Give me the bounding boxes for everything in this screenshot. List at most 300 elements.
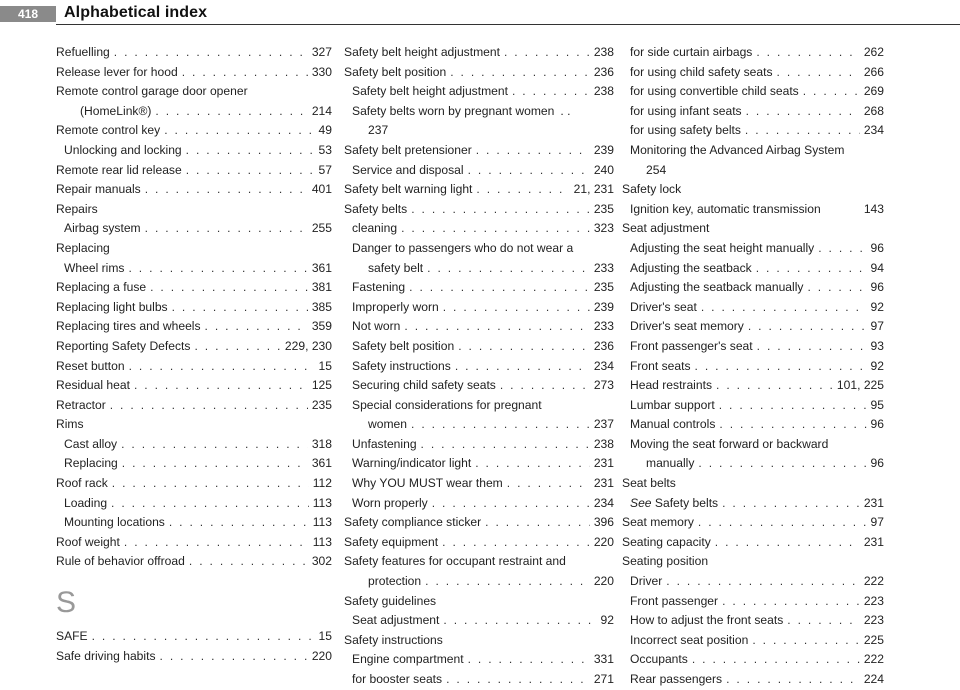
dot-leader bbox=[476, 141, 590, 161]
entry-page: 239 bbox=[593, 142, 614, 157]
dot-leader bbox=[155, 102, 307, 122]
page-header bbox=[0, 0, 960, 26]
entry-page: 235 bbox=[593, 280, 614, 295]
entry-page: 92 bbox=[600, 613, 614, 628]
index-entry bbox=[344, 141, 614, 161]
index-subentry-heading: Danger to passengers who do not wear a bbox=[352, 240, 574, 255]
index-subentry bbox=[622, 650, 884, 670]
entry-term: Not worn bbox=[352, 319, 401, 334]
index-subentry bbox=[344, 337, 614, 357]
entry-page: 234 bbox=[593, 358, 614, 373]
index-column-3 bbox=[622, 43, 884, 690]
entry-page: 254 bbox=[646, 162, 667, 177]
entry-page: 381 bbox=[311, 280, 332, 295]
index-entry bbox=[344, 63, 614, 83]
entry-page: 231 bbox=[863, 534, 884, 549]
index-subentry bbox=[56, 435, 332, 455]
dot-leader bbox=[401, 219, 590, 239]
entry-term: Front passenger's seat bbox=[630, 338, 753, 353]
dot-leader bbox=[421, 435, 590, 455]
index-entry bbox=[344, 43, 614, 63]
entry-term: Safety belt height adjustment bbox=[344, 45, 500, 59]
index-subentry bbox=[622, 415, 884, 435]
dot-leader bbox=[186, 161, 315, 181]
index-subentry bbox=[622, 298, 884, 318]
index-subentry-heading: Special considerations for pregnant bbox=[352, 397, 542, 412]
index-subentry bbox=[344, 278, 614, 298]
entry-term: for using convertible child seats bbox=[630, 84, 799, 99]
dot-leader bbox=[803, 82, 860, 102]
index-subentry bbox=[622, 259, 884, 279]
entry-page: 15 bbox=[318, 629, 332, 644]
entry-term: Adjusting the seat height manually bbox=[630, 240, 815, 255]
entry-page: 220 bbox=[593, 574, 614, 589]
index-entry bbox=[56, 298, 332, 318]
entry-page: 233 bbox=[593, 260, 614, 275]
index-entry bbox=[622, 533, 884, 553]
entry-term: Safety belt pretensioner bbox=[344, 142, 472, 157]
entry-term: Engine compartment bbox=[352, 652, 464, 667]
dot-leader bbox=[124, 533, 309, 553]
dot-leader bbox=[432, 494, 590, 514]
index-subentry bbox=[344, 259, 614, 279]
dot-leader bbox=[666, 572, 860, 592]
entry-term: Driver's seat memory bbox=[630, 319, 744, 334]
cross-reference: Safety belts bbox=[654, 495, 719, 510]
entry-page: 231 bbox=[593, 476, 614, 491]
index-subentry bbox=[344, 317, 614, 337]
index-entry bbox=[56, 121, 332, 141]
dot-leader bbox=[458, 337, 590, 357]
index-subentry bbox=[56, 141, 332, 161]
dot-leader bbox=[715, 533, 860, 553]
index-entry bbox=[56, 337, 332, 357]
entry-term: Front seats bbox=[630, 358, 691, 373]
index-subentry bbox=[622, 572, 884, 592]
entry-page: 231 bbox=[863, 495, 884, 510]
index-subentry bbox=[622, 631, 884, 651]
index-subentry bbox=[622, 592, 884, 612]
entry-page: 229, 230 bbox=[284, 338, 332, 353]
entry-term: Seating capacity bbox=[622, 534, 711, 549]
dot-leader bbox=[722, 494, 860, 514]
dot-leader bbox=[122, 454, 308, 474]
entry-term: Adjusting the seatback bbox=[630, 260, 752, 275]
dot-leader bbox=[443, 611, 596, 631]
dot-leader bbox=[427, 259, 590, 279]
index-entry-heading: Remote control garage door opener bbox=[56, 84, 248, 99]
dot-leader bbox=[110, 396, 308, 416]
entry-term: Reset button bbox=[56, 358, 125, 373]
dot-leader bbox=[752, 631, 860, 651]
entry-page: 143 bbox=[863, 201, 884, 216]
entry-page: 223 bbox=[863, 593, 884, 608]
entry-page: 112 bbox=[312, 476, 332, 491]
index-entry-heading: Seat belts bbox=[622, 476, 676, 491]
entry-term: Replacing tires and wheels bbox=[56, 319, 201, 334]
index-subentry bbox=[56, 513, 332, 533]
entry-term: Safety belts bbox=[344, 201, 408, 216]
dot-leader bbox=[443, 298, 590, 318]
dot-leader bbox=[164, 121, 314, 141]
dot-leader bbox=[129, 357, 315, 377]
index-entry-heading: Repairs bbox=[56, 201, 98, 216]
entry-term: Ignition key, automatic transmission bbox=[630, 201, 821, 216]
dot-leader bbox=[160, 647, 308, 667]
dot-leader bbox=[205, 317, 308, 337]
index-subentry bbox=[622, 357, 884, 377]
entry-page: 220 bbox=[311, 648, 332, 663]
index-entry bbox=[56, 627, 332, 647]
entry-page: 225 bbox=[863, 632, 884, 647]
dot-leader bbox=[134, 376, 308, 396]
entry-page: 97 bbox=[870, 319, 884, 334]
index-entry bbox=[56, 533, 332, 553]
entry-term: Unlocking and locking bbox=[64, 142, 182, 157]
dot-leader bbox=[455, 357, 590, 377]
index-subentry bbox=[344, 161, 614, 181]
entry-term: Incorrect seat position bbox=[630, 632, 749, 647]
dot-leader bbox=[114, 43, 308, 63]
entry-term: Lumbar support bbox=[630, 397, 715, 412]
index-entry bbox=[56, 63, 332, 83]
entry-page: 96 bbox=[870, 456, 884, 471]
dot-leader bbox=[716, 376, 833, 396]
entry-term: Replacing light bulbs bbox=[56, 299, 168, 314]
index-subentry bbox=[622, 494, 884, 514]
dot-leader bbox=[150, 278, 308, 298]
index-subentry-heading: Monitoring the Advanced Airbag System bbox=[630, 142, 845, 157]
dot-leader bbox=[807, 278, 866, 298]
entry-page: 271 bbox=[593, 672, 614, 686]
entry-page: 96 bbox=[870, 280, 884, 295]
entry-term: Seat memory bbox=[622, 515, 694, 530]
entry-page: 233 bbox=[593, 319, 614, 334]
index-entry bbox=[344, 513, 614, 533]
entry-page: 302 bbox=[311, 554, 332, 569]
entry-term: Safety belt position bbox=[344, 64, 447, 79]
index-subentry bbox=[344, 376, 614, 396]
entry-page: 49 bbox=[318, 123, 332, 138]
see-reference: See bbox=[630, 495, 652, 510]
entry-page: 125 bbox=[311, 378, 332, 393]
entry-page: 236 bbox=[593, 338, 614, 353]
index-subentry bbox=[622, 454, 884, 474]
entry-term: Seat adjustment bbox=[352, 613, 440, 628]
index-subentry bbox=[344, 415, 614, 435]
entry-page: 327 bbox=[311, 45, 332, 59]
entry-page: 330 bbox=[311, 64, 332, 79]
entry-term: Driver's seat bbox=[630, 299, 697, 314]
entry-page: 361 bbox=[311, 260, 332, 275]
index-subentry bbox=[344, 454, 614, 474]
index-entry bbox=[344, 200, 614, 220]
entry-term: Replacing a fuse bbox=[56, 280, 147, 295]
entry-term: Reporting Safety Defects bbox=[56, 338, 191, 353]
entry-page: 234 bbox=[593, 495, 614, 510]
index-subentry bbox=[344, 435, 614, 455]
entry-page: 359 bbox=[311, 319, 332, 334]
entry-term: Residual heat bbox=[56, 378, 130, 393]
entry-term: SAFE bbox=[56, 629, 88, 644]
entry-term: Driver bbox=[630, 574, 663, 589]
entry-term: Safety equipment bbox=[344, 534, 439, 549]
header-divider bbox=[56, 24, 960, 25]
entry-term: Loading bbox=[64, 495, 108, 510]
entry-page: 269 bbox=[863, 84, 884, 99]
entry-page: 53 bbox=[318, 142, 332, 157]
entry-term: Wheel rims bbox=[64, 260, 125, 275]
entry-term: Roof rack bbox=[56, 476, 108, 491]
index-entry bbox=[56, 278, 332, 298]
entry-page: 237 bbox=[593, 417, 614, 432]
entry-term: Roof weight bbox=[56, 534, 120, 549]
dot-leader bbox=[468, 650, 590, 670]
index-entry bbox=[344, 572, 614, 592]
index-entry-heading: Replacing bbox=[56, 240, 110, 255]
entry-page: 255 bbox=[311, 221, 332, 236]
dot-leader bbox=[818, 239, 866, 259]
entry-term: Cast alloy bbox=[64, 436, 118, 451]
index-subentry bbox=[622, 376, 884, 396]
dot-leader bbox=[189, 552, 308, 572]
section-letter: S bbox=[56, 586, 77, 620]
index-column-2 bbox=[344, 43, 614, 690]
page-title: Alphabetical index bbox=[64, 4, 208, 21]
dot-leader bbox=[701, 298, 867, 318]
entry-page: 222 bbox=[863, 574, 884, 589]
entry-term: Safety belt warning light bbox=[344, 182, 473, 197]
dot-leader bbox=[756, 43, 859, 63]
dot-leader bbox=[722, 592, 860, 612]
entry-term: Release lever for hood bbox=[56, 64, 178, 79]
entry-term: Safety instructions bbox=[352, 358, 451, 373]
index-entry bbox=[344, 180, 614, 200]
index-subentry bbox=[622, 278, 884, 298]
index-subentry bbox=[344, 650, 614, 670]
entry-page: 214 bbox=[311, 103, 332, 118]
entry-term: Manual controls bbox=[630, 417, 716, 432]
index-entry bbox=[56, 474, 332, 494]
entry-term: for using child safety seats bbox=[630, 64, 773, 79]
entry-term: women bbox=[368, 417, 407, 432]
index-subentry bbox=[344, 219, 614, 239]
index-entry bbox=[344, 533, 614, 553]
entry-page: 15 bbox=[318, 358, 332, 373]
entry-term: protection bbox=[368, 574, 422, 589]
index-entry bbox=[622, 513, 884, 533]
entry-term: Fastening bbox=[352, 280, 406, 295]
index-entry bbox=[56, 647, 332, 667]
entry-page: 97 bbox=[870, 515, 884, 530]
index-subentry bbox=[344, 298, 614, 318]
entry-term: Mounting locations bbox=[64, 515, 165, 530]
entry-term: for side curtain airbags bbox=[630, 45, 753, 59]
entry-page: 231 bbox=[593, 456, 614, 471]
entry-page: 385 bbox=[311, 299, 332, 314]
dot-leader bbox=[507, 474, 590, 494]
entry-page: 396 bbox=[593, 515, 614, 530]
dot-leader bbox=[500, 376, 590, 396]
index-subentry bbox=[56, 454, 332, 474]
entry-term: for using safety belts bbox=[630, 123, 741, 138]
dot-leader bbox=[787, 611, 860, 631]
index-subentry-heading: Moving the seat forward or backward bbox=[630, 436, 829, 451]
entry-term: safety belt bbox=[368, 260, 424, 275]
dot-leader bbox=[409, 278, 590, 298]
dot-leader bbox=[698, 513, 867, 533]
entry-term: How to adjust the front seats bbox=[630, 613, 784, 628]
entry-term: cleaning bbox=[352, 221, 398, 236]
dot-leader bbox=[692, 650, 860, 670]
index-entry bbox=[56, 376, 332, 396]
entry-page: 236 bbox=[593, 64, 614, 79]
entry-term: Safety compliance sticker bbox=[344, 515, 482, 530]
entry-page: 113 bbox=[312, 534, 332, 549]
index-entry bbox=[56, 180, 332, 200]
index-entry-heading: Seat adjustment bbox=[622, 221, 710, 236]
entry-page: 220 bbox=[593, 534, 614, 549]
entry-term: Unfastening bbox=[352, 436, 417, 451]
dot-leader bbox=[172, 298, 308, 318]
dot-leader bbox=[186, 141, 315, 161]
entry-page: 237 bbox=[368, 123, 389, 138]
entry-page: 268 bbox=[863, 103, 884, 118]
index-subentry bbox=[622, 82, 884, 102]
index-entry-heading: Seating position bbox=[622, 554, 709, 569]
entry-term: for using infant seats bbox=[630, 103, 742, 118]
entry-page: 92 bbox=[870, 299, 884, 314]
entry-page: 238 bbox=[593, 84, 614, 99]
entry-page: 234 bbox=[863, 123, 884, 138]
entry-term: Occupants bbox=[630, 652, 688, 667]
entry-page: 21, 231 bbox=[573, 182, 614, 197]
index-entry bbox=[56, 102, 332, 122]
entry-page: 223 bbox=[863, 613, 884, 628]
index-subentry bbox=[344, 357, 614, 377]
entry-page: 262 bbox=[863, 45, 884, 59]
index-subentry bbox=[622, 43, 884, 63]
index-entry-heading: Safety features for occupant restraint and bbox=[344, 554, 566, 569]
dot-leader bbox=[695, 357, 867, 377]
index-subentry bbox=[344, 474, 614, 494]
dot-leader bbox=[145, 219, 308, 239]
entry-page: 96 bbox=[870, 240, 884, 255]
entry-term: Rule of behavior offroad bbox=[56, 554, 185, 569]
dot-leader bbox=[512, 82, 590, 102]
dot-leader bbox=[411, 415, 590, 435]
index-subentry bbox=[622, 396, 884, 416]
dot-leader bbox=[121, 435, 308, 455]
dot-leader bbox=[719, 415, 866, 435]
dot-leader bbox=[756, 259, 867, 279]
entry-term: Adjusting the seatback manually bbox=[630, 280, 804, 295]
entry-term: (HomeLink®) bbox=[80, 103, 152, 118]
index-entry-heading: Safety lock bbox=[622, 182, 682, 197]
dot-leader bbox=[475, 454, 590, 474]
dot-leader bbox=[504, 43, 590, 63]
dot-leader bbox=[442, 533, 590, 553]
entry-page: 93 bbox=[870, 338, 884, 353]
entry-term: manually bbox=[646, 456, 695, 471]
entry-term: Refuelling bbox=[56, 45, 110, 59]
index-subentry bbox=[344, 82, 614, 102]
entry-page: 235 bbox=[311, 397, 332, 412]
dot-leader bbox=[145, 180, 308, 200]
index-subentry bbox=[344, 611, 614, 631]
dot-leader bbox=[698, 454, 866, 474]
index-subentry bbox=[622, 239, 884, 259]
entry-term: Safety belts worn by pregnant women bbox=[352, 103, 555, 118]
entry-page: 222 bbox=[863, 652, 884, 667]
dot-leader bbox=[485, 513, 590, 533]
index-entry bbox=[56, 357, 332, 377]
entry-page: 94 bbox=[870, 260, 884, 275]
dot-leader bbox=[112, 474, 309, 494]
dot-leader bbox=[476, 180, 569, 200]
index-entry bbox=[56, 396, 332, 416]
index-entry bbox=[56, 552, 332, 572]
dot-leader bbox=[425, 572, 590, 592]
dot-leader bbox=[777, 63, 860, 83]
dot-leader-text: . . bbox=[560, 103, 571, 118]
entry-page: 331 bbox=[593, 652, 614, 667]
index-entry-heading: Safety instructions bbox=[344, 632, 443, 647]
index-subentry bbox=[622, 121, 884, 141]
entry-page: 101, 225 bbox=[836, 378, 884, 393]
entry-term: Safety belt height adjustment bbox=[352, 84, 508, 99]
dot-leader bbox=[194, 337, 280, 357]
entry-page: 240 bbox=[593, 162, 614, 177]
index-entry bbox=[56, 43, 332, 63]
dot-leader bbox=[111, 494, 309, 514]
dot-leader bbox=[182, 63, 308, 83]
dot-leader bbox=[169, 513, 309, 533]
entry-page: 266 bbox=[863, 64, 884, 79]
index-entry bbox=[56, 161, 332, 181]
entry-term: Safety belt position bbox=[352, 338, 455, 353]
index-column-1 bbox=[56, 43, 332, 666]
entry-term: Worn properly bbox=[352, 495, 428, 510]
entry-term: for booster seats bbox=[352, 672, 443, 686]
index-subentry bbox=[56, 494, 332, 514]
dot-leader bbox=[450, 63, 590, 83]
index-subentry bbox=[622, 102, 884, 122]
entry-term: Rear passengers bbox=[630, 672, 723, 686]
index-entry-heading: Rims bbox=[56, 417, 84, 432]
entry-page: 113 bbox=[312, 495, 332, 510]
entry-term: Service and disposal bbox=[352, 162, 464, 177]
entry-term: Improperly worn bbox=[352, 299, 439, 314]
entry-page: 224 bbox=[863, 672, 884, 686]
dot-leader bbox=[468, 161, 590, 181]
entry-term: Remote rear lid release bbox=[56, 162, 182, 177]
entry-term: Replacing bbox=[64, 456, 118, 471]
entry-term: Head restraints bbox=[630, 378, 713, 393]
index-subentry bbox=[56, 219, 332, 239]
entry-term: Securing child safety seats bbox=[352, 378, 496, 393]
index-entry bbox=[56, 317, 332, 337]
index-entry-heading: Safety guidelines bbox=[344, 593, 437, 608]
dot-leader bbox=[757, 337, 867, 357]
entry-page: 239 bbox=[593, 299, 614, 314]
dot-leader bbox=[748, 317, 867, 337]
entry-term: Remote control key bbox=[56, 123, 161, 138]
entry-term: Why YOU MUST wear them bbox=[352, 476, 503, 491]
entry-page: 318 bbox=[311, 436, 332, 451]
index-subentry bbox=[344, 494, 614, 514]
entry-page: 96 bbox=[870, 417, 884, 432]
